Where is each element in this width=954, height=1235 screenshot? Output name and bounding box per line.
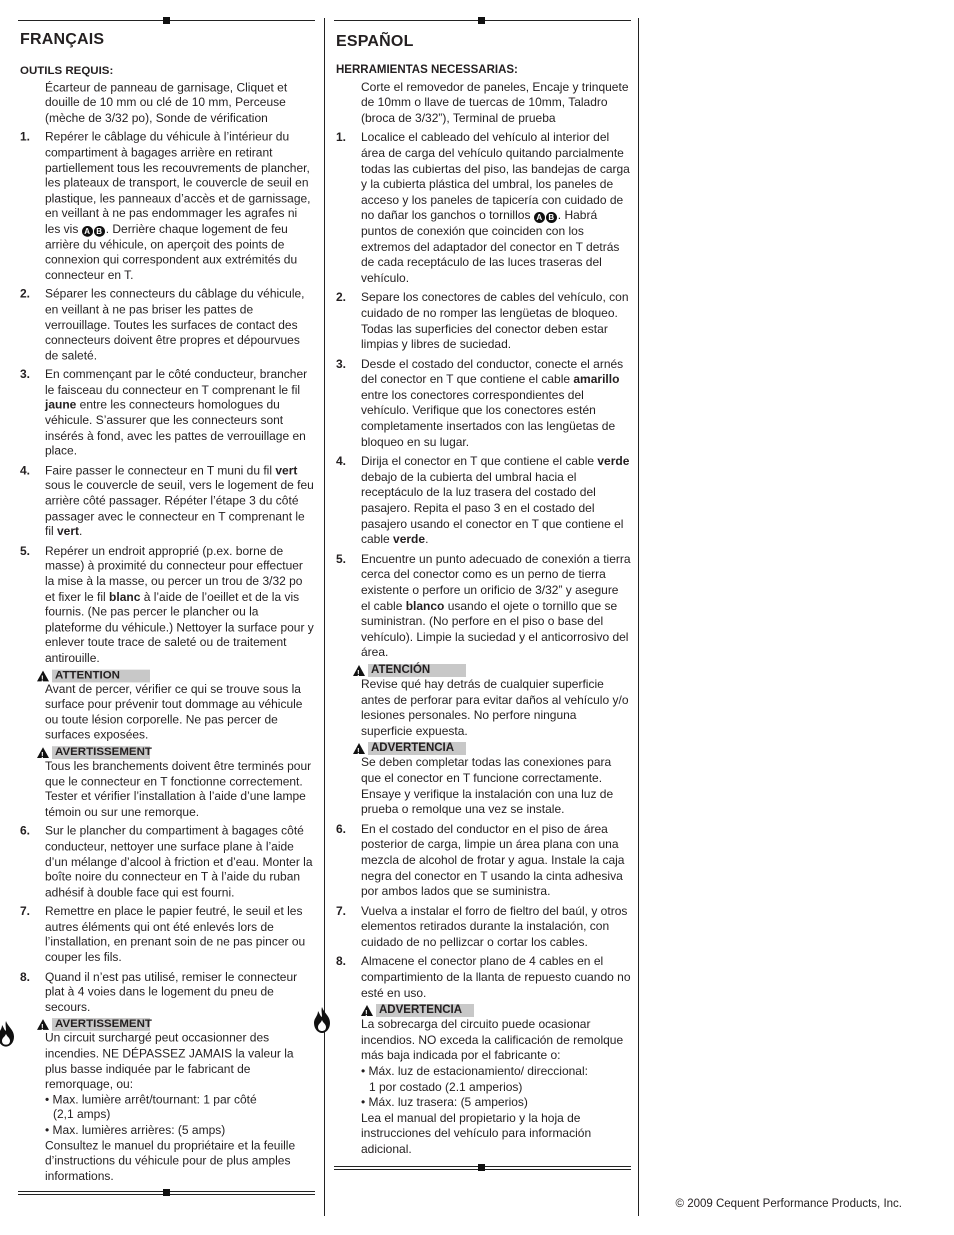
badge-b-icon: B	[94, 226, 105, 237]
step-item: 6. En el costado del conductor en el piso de área posterior de carga, limpie un área plana con una mezcla de alcohol de frotar y agua. Instale la caja negra del conector en T usando la cinta adhesiva por ambos lados que se suministra.	[336, 821, 625, 899]
warning-label: ADVERTENCIA	[368, 742, 466, 755]
column-divider	[324, 18, 325, 1216]
step-item: 3. Desde el costado del conductor, conecte el arnés del conector en T que contiene el cable amarillo entre los conectores correspondientes del vehículo. Verifique que los conectores estén completamente insertados con las lengüetas de bloqueo en su lugar.	[336, 356, 624, 449]
warning-triangle-icon	[353, 665, 365, 676]
badge-b-icon: B	[546, 212, 557, 223]
step-item: 8. Almacene el conector plano de 4 cables en el compartimiento de la llanta de repuesto cuando no esté en uso.	[336, 954, 631, 1000]
attention-notice: ! ATTENTION Avant de percer, vérifier ce qui se trouve sous la surface pour prévenir tout dommage au véhicule ou toute lésion corporelle. Ne pas percer de surfaces exposées.	[20, 669, 315, 743]
registration-mark	[478, 1164, 485, 1171]
fire-hazard-icon	[311, 1006, 333, 1034]
step-item: 7. Vuelva a instalar el forro de fieltro del baúl, y otros elementos retirados durante la instalación, con cuidado de no pellizcar o cortar los cables.	[336, 903, 628, 949]
warning-triangle-icon	[361, 1005, 373, 1016]
attention-label: ATENCIÓN	[368, 664, 466, 677]
step-item: 2. Séparer les connecteurs du câblage du véhicule, en veillant à ne pas briser les pattes de verrouillage. Toutes les surfaces de contact des connecteurs doivent être propres et dépourvues de saleté.	[20, 287, 305, 363]
warning-triangle-icon	[353, 743, 365, 754]
step-item: 1. Localice el cableado del vehículo al interior del área de carga del vehículo quitando parcialmente todas las cubiertas del piso, las bandejas de carga y la cubierta plástica del umbral, los paneles de acceso y los paneles de tapicería con cuidado de no dañar los ganchos o tornillos A B . Habrá puntos de conexión que coinciden con los extremos del adaptador del conector en T detrás de cada receptáculo de las luces traseras del vehículo.	[336, 130, 630, 285]
warning-label: ADVERTENCIA	[376, 1004, 474, 1017]
spanish-body	[336, 63, 631, 1158]
warning-label: AVERTISSEMENT	[52, 746, 150, 759]
warning-label: AVERTISSEMENT	[52, 1019, 150, 1032]
fire-hazard-icon	[0, 1021, 17, 1048]
warning-triangle-icon	[37, 1020, 49, 1031]
warning-triangle-icon	[37, 747, 49, 758]
registration-mark	[163, 1189, 170, 1196]
badge-a-icon: A	[82, 226, 93, 237]
warning-notice: ! ADVERTENCIA Se deben completar todas las conexiones para que el conector en T funcione correctamente. Ensaye y verifique la instalación con una luz de prueba o remolque una vez se instale.	[336, 742, 631, 817]
section-heading: FRANÇAIS	[20, 31, 105, 48]
attention-notice: ! ATENCIÓN Revise qué hay detrás de cualquier superficie antes de perforar para evitar daños al vehículo y/o lesiones personales. No perfore ninguna superficie expuesta.	[336, 664, 631, 739]
fire-warning-notice: ! ADVERTENCIA La sobrecarga del circuito puede ocasionar incendios. NO exceda la calificación de remolque más baja indicada por el fabricante o: • Máx. luz de estacionamiento/ direccional: 1 por costado (2.1 amperios) • Máx. luz trasera: (5 amperios) Lea el manual del propietario y la hoja de instrucciones del vehículo para información adicional.	[336, 1004, 631, 1157]
step-item: 7. Remettre en place le papier feutré, le seuil et les autres éléments qui ont été enlevés lors de l’installation, en prenant soin de ne pas pincer ou couper les fils.	[20, 904, 306, 965]
tools-text: Corte el removedor de paneles, Encaje y trinquete de 10mm o llave de tuercas de 10mm, Taladro (broca de 3/32”), Terminal de prueba	[361, 79, 629, 125]
tools-text: Écarteur de panneau de garnisage, Cliquet et douille de 10 mm ou clé de 10 mm, Perceuse (mèche de 3/32 po), Sonde de vérification	[45, 80, 288, 125]
step-item: 1. Repérer le câblage du véhicule à l’intérieur du compartiment à bagages arrière en retirant partiellement tous les recouvrements de plancher, les plateaux de transport, le couvercle de seuil en plastique, les panneaux d’accès et de garnissage, en veillant à ne pas endommager les agrafes ni les vis A B . Derrière chaque logement de feu arrière du véhicule, on aperçoit des points de connexion qui correspondent aux extrémités du connecteur en T.	[20, 130, 311, 282]
attention-label: ATTENTION	[52, 669, 150, 682]
tools-heading: OUTILS REQUIS:	[20, 64, 114, 77]
registration-mark	[163, 17, 170, 24]
step-item: 8. Quand il n’est pas utilisé, remiser le connecteur plat à 4 voies dans le logement du pneu de secours.	[20, 969, 298, 1015]
step-item: 5. Encuentre un punto adecuado de conexión a tierra cerca del conector como es un perno de tierra existente o perfore un orificio de 3/32” y asegure el cable blanco usando el ojete o tornillo que se suministran. (No perfore en el piso o base del vehículo). Limpie la suciedad y el anticorrosivo del área.	[336, 551, 631, 660]
fire-warning-notice: ! AVERTISSEMENT Un circuit surchargé peut occasionner des incendies. NE DÉPASSEZ JAMAIS la valeur la plus basse indiquée par le fabricant de remorquage, ou: • Max. lumière arrêt/tournant: 1 par côté (2,1 amps) • Max. lumières arrières: (5 amps) Consultez le manuel du propriétaire et la feuille d’instructions du véhicule pour de plus amples informations.	[20, 1019, 315, 1185]
tools-heading: HERRAMIENTAS NECESSARIAS:	[336, 64, 518, 76]
badge-a-icon: A	[534, 212, 545, 223]
step-item: 4. Faire passer le connecteur en T muni du fil vert sous le couvercle de seuil, vers le logement de feu arrière côté passager. Répéter l’étape 3 du côté passager avec le connecteur en T comprenant le fil vert.	[20, 463, 314, 539]
step-item: 3. En commençant par le côté conducteur, brancher le faisceau du connecteur en T comprenant le fil jaune entre les connecteurs homologues du véhicule. S’assurer que les connecteurs sont insérés à fond, avec les pattes de verrouillage en place.	[20, 367, 308, 458]
french-body	[20, 64, 315, 1184]
section-heading: ESPAÑOL	[336, 33, 414, 50]
page-edge-line	[638, 18, 639, 1216]
warning-notice: ! AVERTISSEMENT Tous les branchements doivent être terminés pour que le connecteur en T fonctionne correctement. Tester et vérifier l’installation à l’aide d’une lampe témoin ou sur une remorque.	[20, 746, 315, 820]
step-item: 5. Repérer un endroit approprié (p.ex. borne de masse) à proximité du connecteur pour effectuer la mise à la masse, ou percer un trou de 3/32 po et fixer le fil blanc à l’aide de l’oeillet et de la vis fournis. (Ne pas percer le plancher ou la plateforme du véhicule.) Nettoyer la surface pour y enlever toute trace de saleté ou de traitement antirouille.	[20, 543, 314, 665]
copyright-notice: © 2009 Cequent Performance Products, Inc.	[675, 1198, 902, 1210]
step-item: 2. Separe los conectores de cables del vehículo, con cuidado de no romper las lengüetas de bloqueo. Todas las superficies del conector deben estar limpias y libres de suciedad.	[336, 290, 629, 352]
warning-triangle-icon	[37, 670, 49, 681]
registration-mark	[478, 17, 485, 24]
step-item: 4. Dirija el conector en T que contiene el cable verde debajo de la cubierta del umbral hacia el receptáculo de la luz trasera del costado del pasajero. Repita el paso 3 en el costado del pasajero usando el conector en T que contiene el cable verde.	[336, 454, 630, 547]
step-item: 6. Sur le plancher du compartiment à bagages côté conducteur, nettoyer une surface plane à l’aide d’un mélange d’alcool à friction et d’eau. Monter la boîte noire du connecteur en T à l’aide du ruban adhésif à double face qui est fourni.	[20, 824, 313, 900]
